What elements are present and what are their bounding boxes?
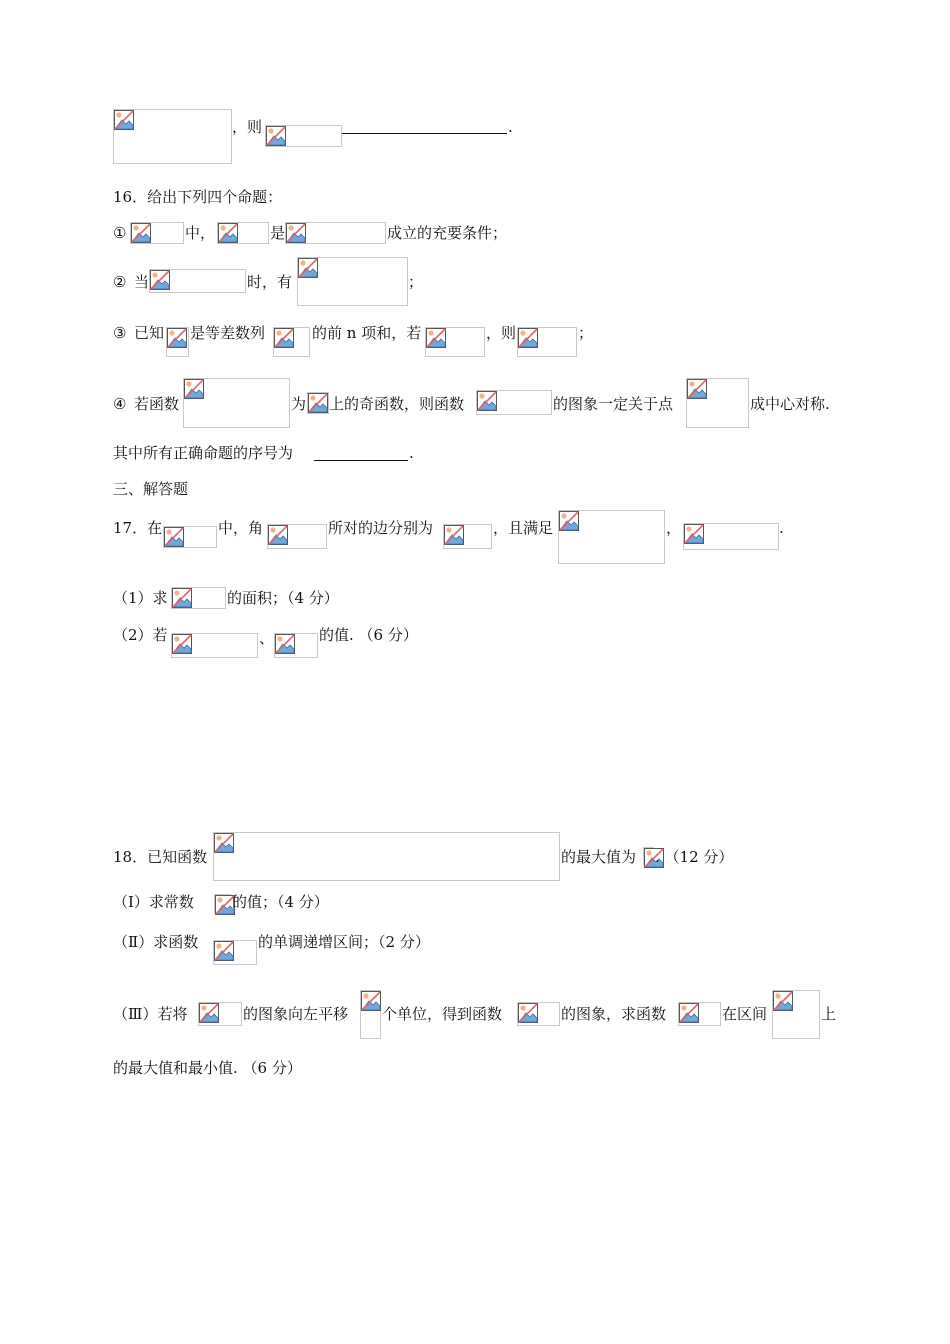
formula-image — [443, 524, 492, 549]
text: 的图象向左平移 — [243, 1005, 349, 1023]
broken-image-icon — [266, 126, 286, 146]
formula-image — [643, 847, 654, 865]
text: ； — [578, 324, 594, 342]
text: 17．在 — [113, 519, 163, 537]
broken-image-icon — [150, 270, 170, 290]
broken-image-icon — [164, 527, 184, 547]
text: ，且满足 — [493, 519, 554, 537]
broken-image-icon — [184, 379, 204, 399]
text: 是 — [270, 224, 286, 242]
item-number: ② — [113, 273, 127, 291]
text: 的最大值和最小值. （6 分） — [113, 1059, 302, 1077]
formula-image — [217, 222, 269, 244]
item-number: ① — [113, 224, 127, 242]
broken-image-icon — [172, 634, 192, 654]
formula-image — [149, 269, 246, 293]
broken-image-icon — [218, 223, 238, 243]
broken-image-icon — [131, 223, 151, 243]
formula-image — [517, 1002, 560, 1026]
item-number: ④ — [113, 395, 127, 413]
text: 的面积；（4 分） — [227, 589, 339, 607]
text: 中，角 — [218, 519, 264, 537]
broken-image-icon — [518, 1003, 538, 1023]
formula-image — [265, 125, 342, 147]
text: 上的奇函数，则函数 — [329, 395, 465, 413]
broken-image-icon — [518, 328, 538, 348]
broken-image-icon — [679, 1003, 699, 1023]
formula-image — [360, 990, 381, 1039]
question-title: 16．给出下列四个命题： — [113, 188, 283, 206]
text: 所对的边分别为 — [328, 519, 434, 537]
broken-image-icon — [308, 393, 328, 413]
broken-image-icon — [684, 524, 704, 544]
text: 在区间 — [722, 1005, 768, 1023]
text: 若函数 — [134, 395, 180, 413]
formula-image — [683, 523, 779, 550]
text: 是等差数列 — [190, 324, 266, 342]
broken-image-icon — [275, 634, 295, 654]
broken-image-icon — [298, 258, 318, 278]
formula-image — [213, 832, 560, 881]
text: 中， — [185, 224, 216, 242]
text: 、 — [259, 629, 275, 647]
broken-image-icon — [274, 328, 294, 348]
formula-image — [130, 222, 184, 244]
formula-image — [686, 378, 749, 428]
text: （2）若 — [113, 626, 168, 644]
text: . （12 分） — [655, 848, 734, 866]
formula-image — [285, 222, 386, 244]
broken-image-icon — [172, 588, 192, 608]
text: . — [409, 444, 414, 462]
text: 已知 — [134, 324, 165, 342]
text: 上 — [821, 1005, 837, 1023]
text: 18．已知函数 — [113, 848, 208, 866]
formula-image — [273, 327, 310, 357]
text: （Ⅲ）若将 — [113, 1005, 188, 1023]
broken-image-icon — [214, 941, 234, 961]
text: （Ⅱ）求函数 — [113, 933, 199, 951]
text: 的值. （6 分） — [319, 626, 418, 644]
formula-image — [678, 1002, 721, 1026]
formula-image — [772, 990, 820, 1039]
text: 为 — [291, 395, 307, 413]
broken-image-icon — [214, 833, 234, 853]
broken-image-icon — [361, 991, 381, 1011]
text: （1）求 — [113, 589, 168, 607]
formula-image — [307, 392, 329, 414]
text: . — [508, 118, 513, 136]
text: 的前 n 项和，若 — [312, 324, 422, 342]
text: 其中所有正确命题的序号为 — [113, 444, 294, 462]
text: 的最大值为 — [561, 848, 637, 866]
broken-image-icon — [167, 328, 187, 348]
text: ，则 — [232, 118, 263, 136]
formula-image — [163, 526, 217, 548]
text: 的值；（4 分） — [232, 893, 329, 911]
formula-image — [113, 109, 232, 164]
formula-image — [274, 633, 318, 658]
formula-image — [297, 257, 408, 306]
text: . — [779, 519, 784, 537]
broken-image-icon — [687, 379, 707, 399]
text: 的单调递增区间；（2 分） — [258, 933, 430, 951]
broken-image-icon — [114, 110, 134, 130]
broken-image-icon — [426, 328, 446, 348]
broken-image-icon — [773, 991, 793, 1011]
item-number: ③ — [113, 324, 127, 342]
formula-image — [171, 633, 258, 658]
text: （Ⅰ）求常数 — [113, 893, 194, 911]
section-heading: 三、解答题 — [113, 480, 189, 498]
formula-image — [267, 524, 327, 549]
broken-image-icon — [268, 525, 288, 545]
broken-image-icon — [286, 223, 306, 243]
broken-image-icon — [559, 511, 579, 531]
broken-image-icon — [199, 1003, 219, 1023]
answer-blank — [314, 460, 408, 461]
text: 的图象，求函数 — [561, 1005, 667, 1023]
formula-image — [476, 390, 552, 415]
formula-image — [198, 1002, 242, 1026]
text: ， — [666, 519, 682, 537]
formula-image — [425, 327, 485, 357]
broken-image-icon — [477, 391, 497, 411]
answer-blank — [342, 133, 507, 134]
text: 成立的充要条件； — [387, 224, 508, 242]
broken-image-icon — [444, 525, 464, 545]
text: ，则 — [486, 324, 517, 342]
text: 的图象一定关于点 — [553, 395, 674, 413]
formula-image — [558, 510, 665, 564]
formula-image — [171, 587, 226, 609]
formula-image — [517, 327, 577, 357]
text: ； — [408, 273, 424, 291]
text: 成中心对称. — [750, 395, 830, 413]
formula-image — [214, 894, 231, 913]
text: 当 — [134, 273, 150, 291]
formula-image — [183, 378, 290, 428]
formula-image — [166, 327, 189, 357]
text: 个单位，得到函数 — [382, 1005, 503, 1023]
formula-image — [213, 940, 257, 965]
text: 时，有 — [247, 273, 293, 291]
